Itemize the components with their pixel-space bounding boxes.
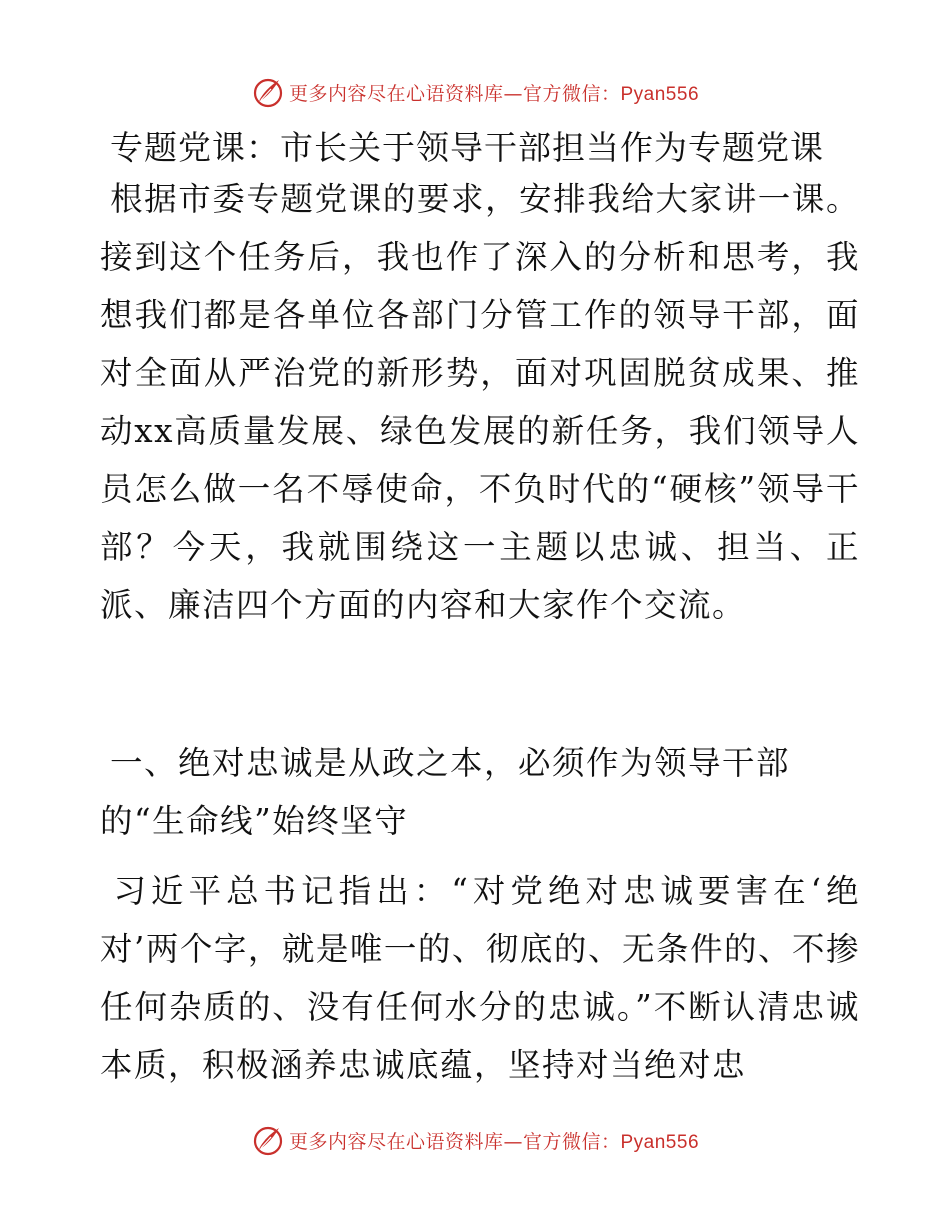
body-paragraph-1: 根据市委专题党课的要求，安排我给大家讲一课。接到这个任务后，我也作了深入的分析和思考，我想我们都是各单位各部门分管工作的领导干部，面对全面从严治党的新形势，面对巩固脱贫成果、推动xx高质量发展、绿色发展的新任务，我们领导人员怎么做一名不辱使命，不负时代的“硬核”领导干部？今天，我就围绕这一主题以忠诚、担当、正派、廉洁四个方面的内容和大家作个交流。	[100, 180, 860, 624]
section-heading-1-line-1: 一、绝对忠诚是从政之本，必须作为领导干部	[110, 744, 791, 782]
banner-text: 更多内容尽在心语资料库—官方微信：Pyan556	[288, 1130, 700, 1153]
section-heading-1-line-2: 的“生命线”始终坚守	[100, 802, 409, 840]
footer-watermark-banner	[0, 1120, 950, 1160]
banner-separator: —	[503, 82, 523, 105]
banner-text: 更多内容尽在心语资料库—官方微信：Pyan556	[288, 82, 700, 105]
banner-content	[251, 1123, 699, 1157]
banner-wechat-id: Pyan556	[620, 1131, 700, 1153]
section-heading-1	[100, 734, 860, 850]
banner-content	[251, 75, 699, 109]
banner-label: 官方微信：	[522, 1130, 621, 1153]
header-watermark-banner	[0, 72, 950, 112]
quill-logo-icon	[251, 75, 285, 109]
body-paragraph-2: 习近平总书记指出：“对党绝对忠诚要害在‘绝对’两个字，就是唯一的、彻底的、无条件的、不掺任何杂质的、没有任何水分的忠诚。”不断认清忠诚本质，积极涵养忠诚底蕴，坚持对当绝对忠	[100, 872, 860, 1084]
document-title: 专题党课：市长关于领导干部担当作为专题党课	[110, 128, 824, 167]
quill-logo-icon	[251, 1123, 285, 1157]
banner-label: 官方微信：	[522, 82, 621, 105]
banner-wechat-id: Pyan556	[620, 83, 700, 105]
banner-separator: —	[503, 1130, 523, 1153]
